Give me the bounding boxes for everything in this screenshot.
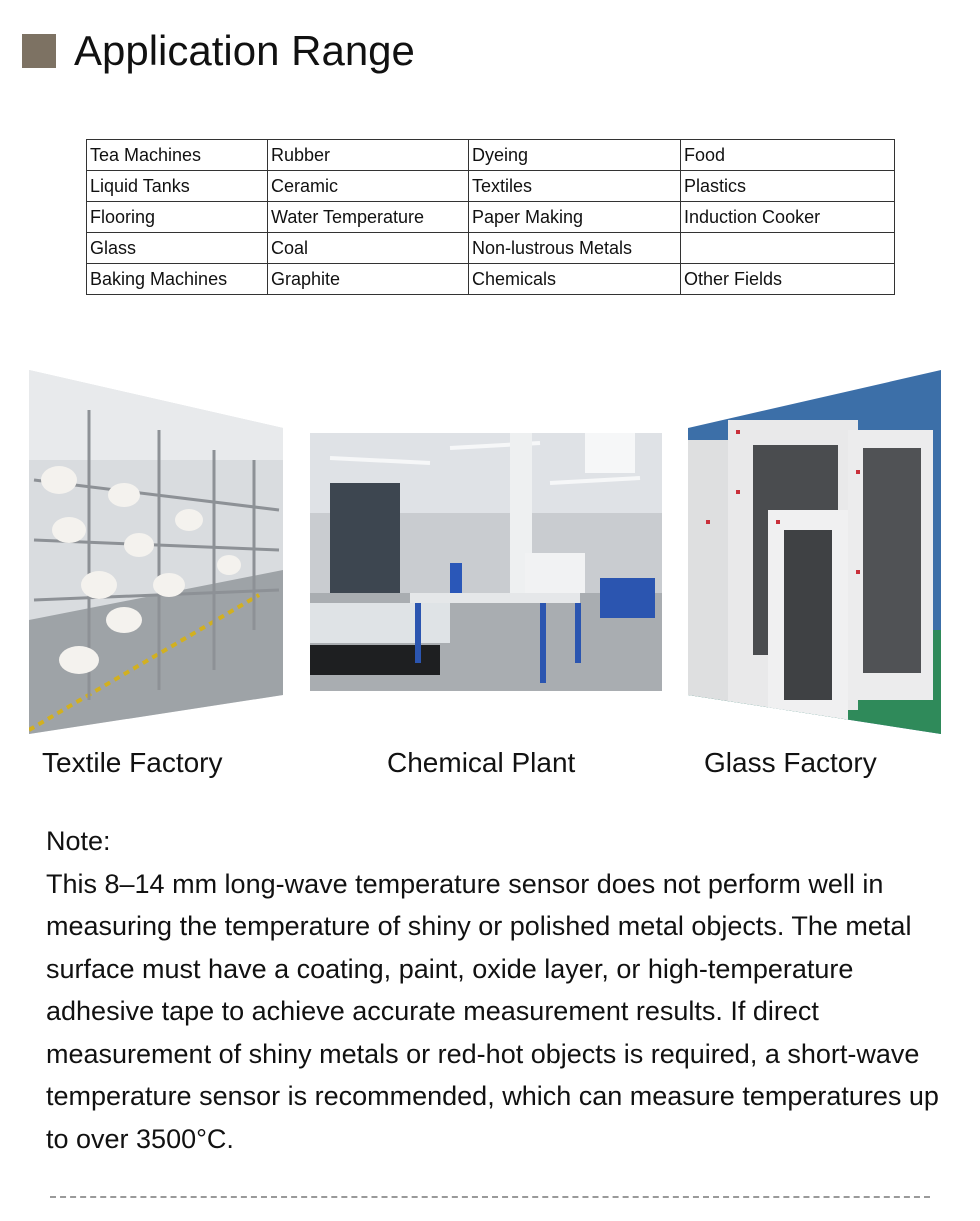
- table-cell: Other Fields: [681, 264, 895, 295]
- caption-chemical-plant: Chemical Plant: [387, 747, 576, 778]
- table-row: [87, 171, 895, 202]
- title-marker-square: [22, 34, 56, 68]
- table-cell: Liquid Tanks: [87, 171, 268, 202]
- table-cell: Paper Making: [469, 202, 681, 233]
- table-cell: Flooring: [87, 202, 268, 233]
- table-cell: Induction Cooker: [681, 202, 895, 233]
- table-cell: Dyeing: [469, 140, 681, 171]
- table-cell: [681, 233, 895, 264]
- section-header: [22, 28, 415, 74]
- table-cell: Food: [681, 140, 895, 171]
- table-cell: Non-lustrous Metals: [469, 233, 681, 264]
- table-cell: Graphite: [268, 264, 469, 295]
- table-cell: Coal: [268, 233, 469, 264]
- note-heading: Note:: [46, 826, 111, 856]
- note-body: This 8–14 mm long-wave temperature sensor does not perform well in measuring the temperature of shiny or polished metal objects. The metal surface must have a coating, paint, oxide layer, or high-temperature adhesive tape to achieve accurate measurement results. If direct measurement of shiny metals or red-hot objects is required, a short-wave temperature sensor is recommended, which can measure temperatures up to over 3500°C.: [46, 868, 939, 1154]
- table-cell: Textiles: [469, 171, 681, 202]
- table-row: [87, 140, 895, 171]
- page-title: Application Range: [74, 27, 415, 74]
- textile-factory-photo: [29, 370, 283, 734]
- table-cell: Chemicals: [469, 264, 681, 295]
- table-cell: Plastics: [681, 171, 895, 202]
- table-cell: Ceramic: [268, 171, 469, 202]
- table-cell: Tea Machines: [87, 140, 268, 171]
- chemical-plant-photo: [310, 433, 662, 691]
- table-row: [87, 264, 895, 295]
- caption-glass-factory: Glass Factory: [704, 747, 877, 778]
- glass-factory-photo: [688, 370, 941, 734]
- table-row: [87, 202, 895, 233]
- table-cell: Rubber: [268, 140, 469, 171]
- dashed-divider: [50, 1196, 930, 1198]
- caption-textile-factory: Textile Factory: [42, 747, 223, 778]
- table-row: [87, 233, 895, 264]
- table-cell: Water Temperature: [268, 202, 469, 233]
- application-range-table: [86, 139, 895, 295]
- note-section: [46, 820, 946, 1160]
- table-cell: Glass: [87, 233, 268, 264]
- table-cell: Baking Machines: [87, 264, 268, 295]
